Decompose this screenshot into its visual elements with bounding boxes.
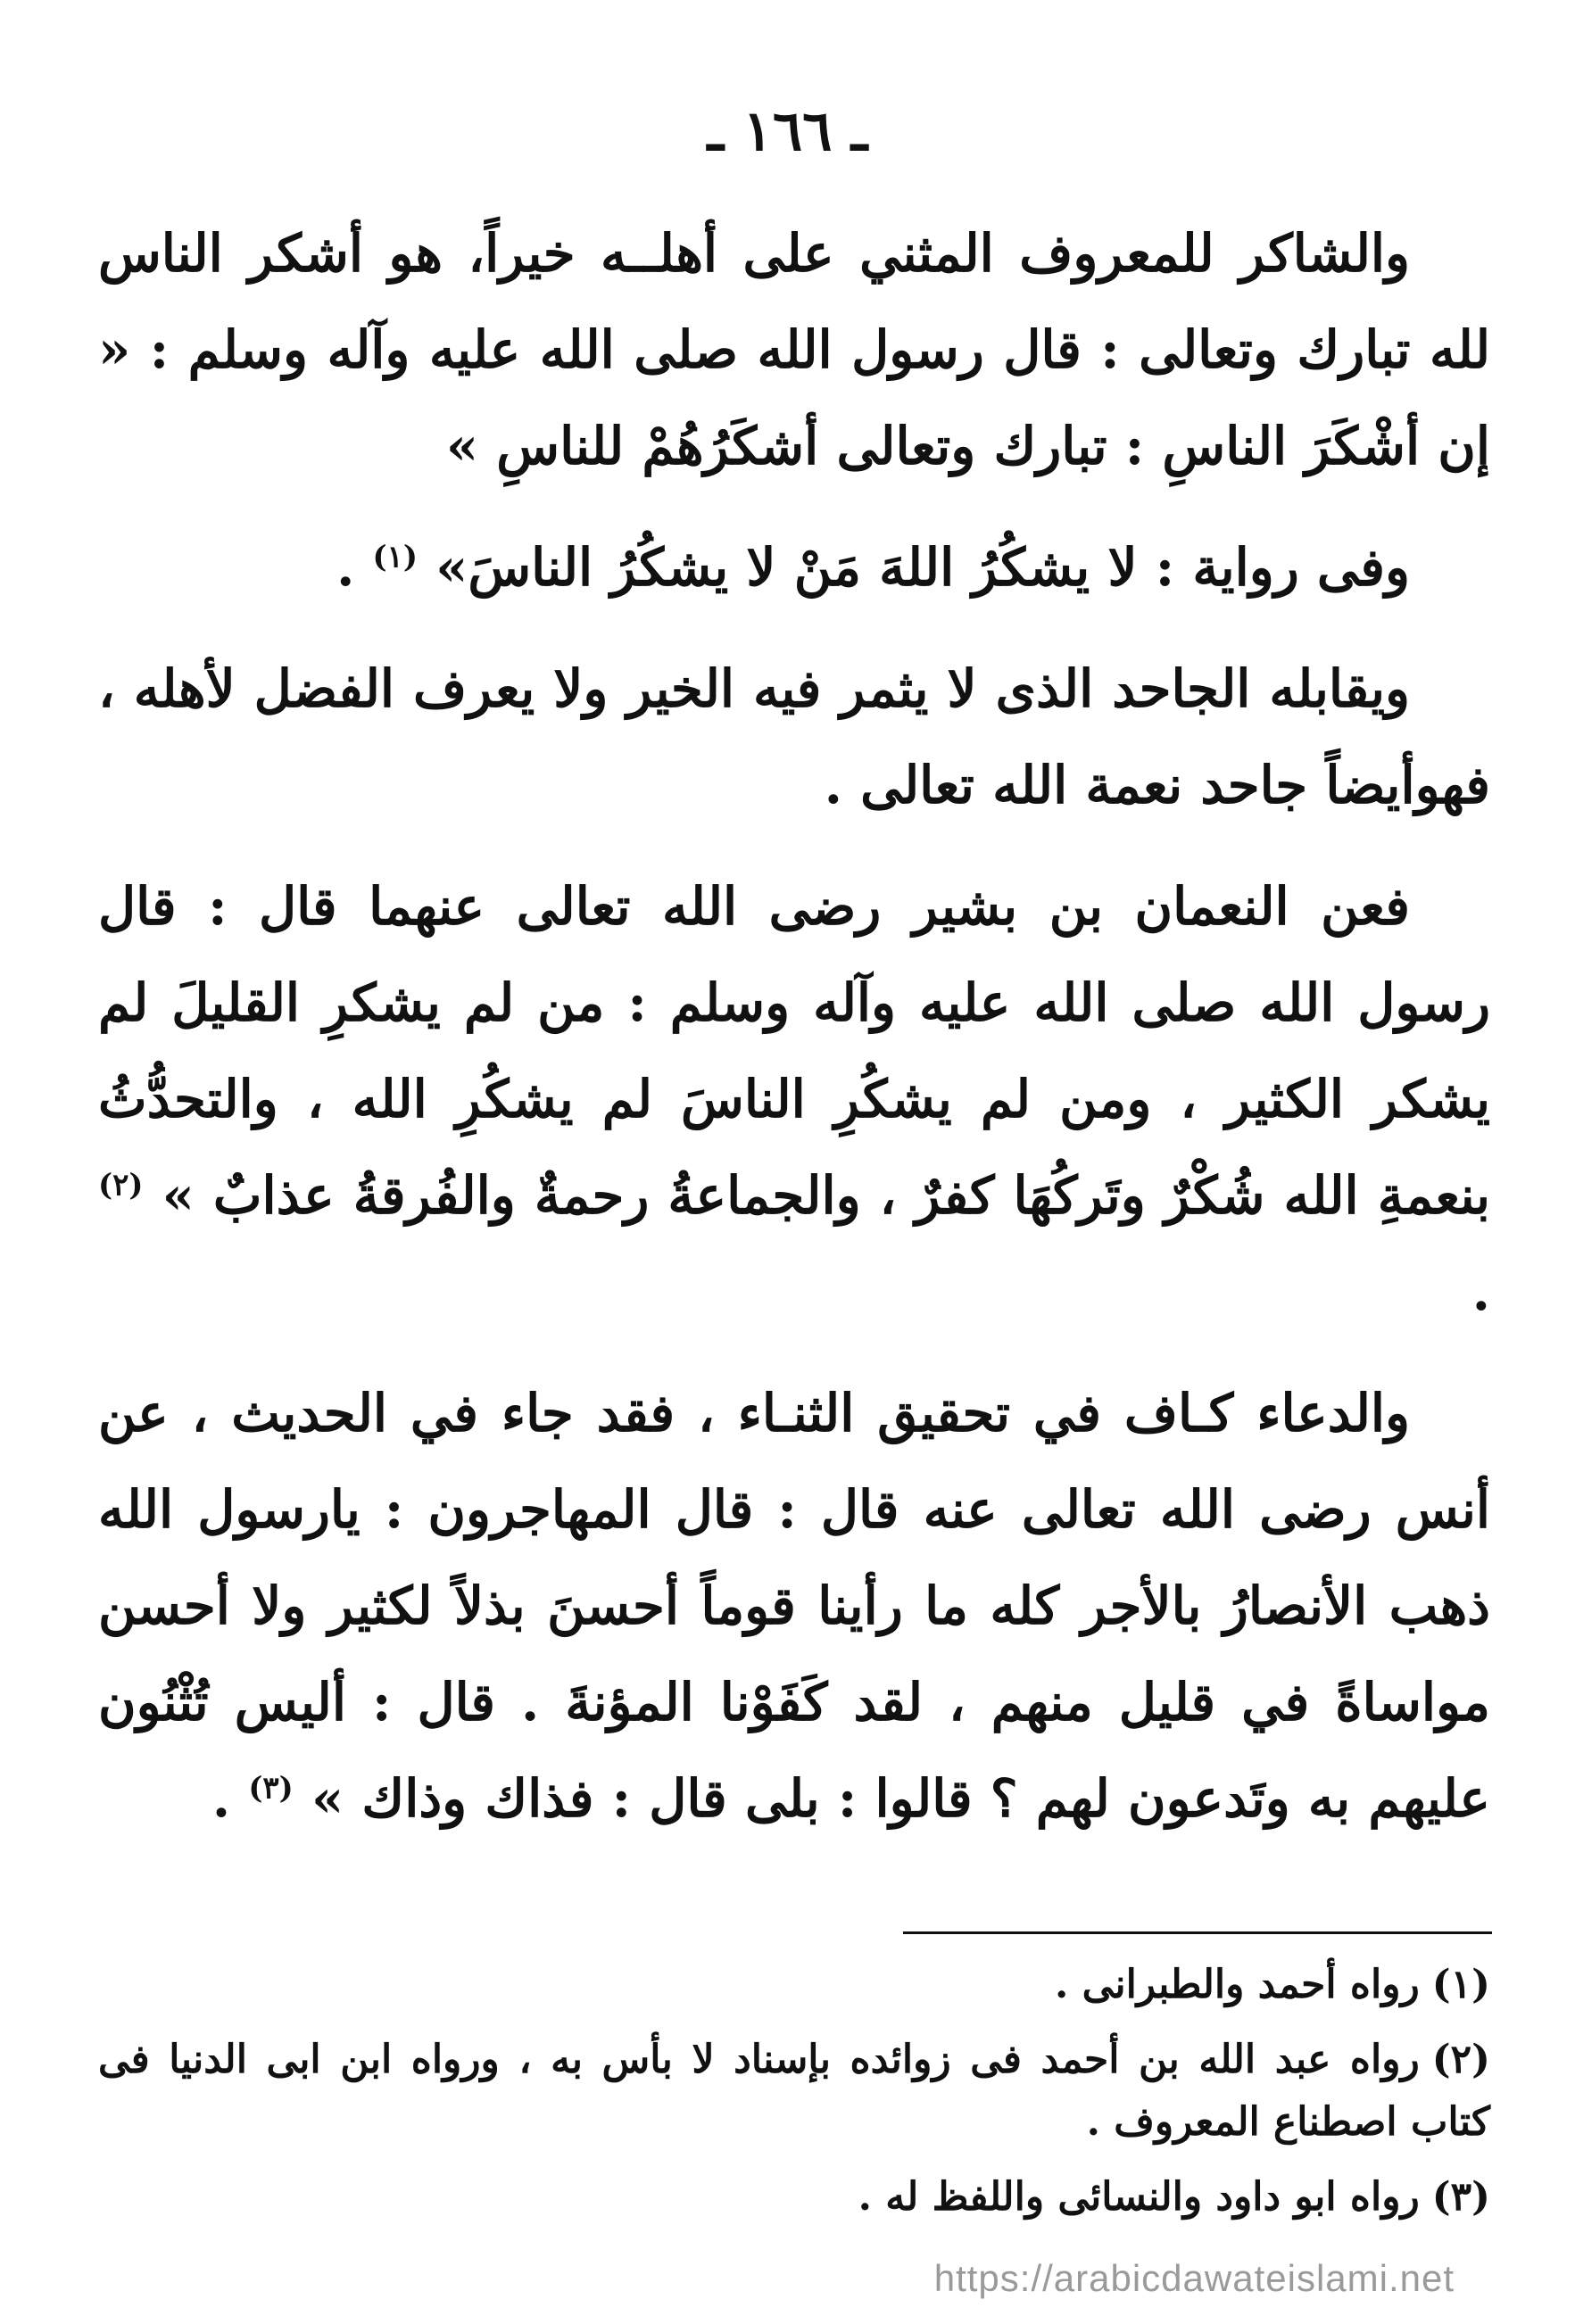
page-number: ـ ١٦٦ ـ [707,98,868,163]
paragraph-text: وفى رواية : لا يشكُرُ اللهَ مَنْ لا يشكُرُ الناسَ» [435,537,1410,598]
footnotes [98,1954,1490,2241]
paragraph [98,641,1490,833]
footnote-divider [903,1931,1492,1934]
paragraph-text: ويقابله الجاحد الذى لا يثمر فيه الخير ولا يعرف الفضل لأهله ، فهوأيضاً جاحد نعمة الله تعالى . [98,658,1490,815]
footnote [98,1954,1490,2016]
watermark: https://arabicdawateislami.net [933,2257,1455,2299]
footnote-ref: (٢) [98,1167,144,1203]
footnote [98,2029,1490,2154]
body-text [98,205,1490,1872]
paragraph: والدعاء كـاف في تحقيق الثنـاء ، فقد جاء في الحديث ، عن أنس رضى الله تعالى عنه قال : قال المهاجرون : يارسول الله ذهب الأنصارُ بالأجر كله ما رأينا قوماً أحسنَ بذلاً لكثير ولا أحسن مواساةً في قليل منهم ، لقد كَفَوْنا المؤنةَ . قال : أليس تُثْنُون عليهم به وتَدعون لهم ؟ قالوا : بلى قال : فذاك وذاك » $^{(٣)}$ . [98,1383,1490,1829]
footnote-number: (٣) [1431,2174,1490,2220]
footnote-ref: (١) [372,539,418,575]
footnote-text: رواه ابو داود والنسائى واللفظ له . [858,2174,1420,2220]
paragraph-text: والدعاء كـاف في تحقيق الثنـاء ، فقد جاء في الحديث ، عن أنس رضى الله تعالى عنه قال : قال المهاجرون : يارسول الله ذهب الأنصارُ بالأجر كله ما رأينا قوماً أحسنَ بذلاً لكثير ولا أحسن مواساةً في قليل منهم ، لقد كَفَوْنا المؤنةَ . قال : أليس تُثْنُون عليهم به وتَدعون لهم ؟ قالوا : بلى قال : فذاك وذاك » [98,1383,1490,1829]
footnote-ref: (٣) [248,1770,294,1807]
paragraph: فعن النعمان بن بشير رضى الله تعالى عنهما قال : قال رسول الله صلى الله عليه وآله وسلم : من لم يشكرِ القليلَ لم يشكر الكثير ، ومن لم يشكُرِ الناسَ لم يشكُرِ الله ، والتحدُّثُ بنعمةِ الله شُكْرٌ وتَركُهَا كفرٌ ، والجماعةُ رحمةٌ والفُرقةُ عذابٌ » $^{(٢)}$ . [98,876,1490,1322]
footnote-number: (٢) [1431,2037,1490,2082]
paragraph: وفى رواية : لا يشكُرُ اللهَ مَنْ لا يشكُرُ الناسَ» $^{(١)}$ . [336,537,1410,598]
footnote-number: (١) [1431,1962,1490,2007]
paragraph-text: فعن النعمان بن بشير رضى الله تعالى عنهما قال : قال رسول الله صلى الله عليه وآله وسلم : من لم يشكرِ القليلَ لم يشكر الكثير ، ومن لم يشكُرِ الناسَ لم يشكُرِ الله ، والتحدُّثُ بنعمةِ الله شُكْرٌ وتَركُهَا كفرٌ ، والجماعةُ رحمةٌ والفُرقةُ عذابٌ » [98,876,1490,1226]
paragraph-text: والشاكر للمعروف المثني على أهلــه خيراً، هو أشكر الناس لله تبارك وتعالى : قال رسول الله صلى الله عليه وآله وسلم : « إن أشْكَرَ الناسِ : تبارك وتعالى أشكَرُهُمْ للناسِ » [98,223,1490,476]
footnote [98,2166,1490,2229]
footnote-text: رواه أحمد والطبرانى . [1055,1962,1420,2007]
paragraph [98,205,1490,494]
footnote-text: رواه عبد الله بن أحمد فى زوائده بإسناد لا بأس به ، ورواه ابن ابى الدنيا فى كتاب اصطناع المعروف . [98,2037,1490,2145]
